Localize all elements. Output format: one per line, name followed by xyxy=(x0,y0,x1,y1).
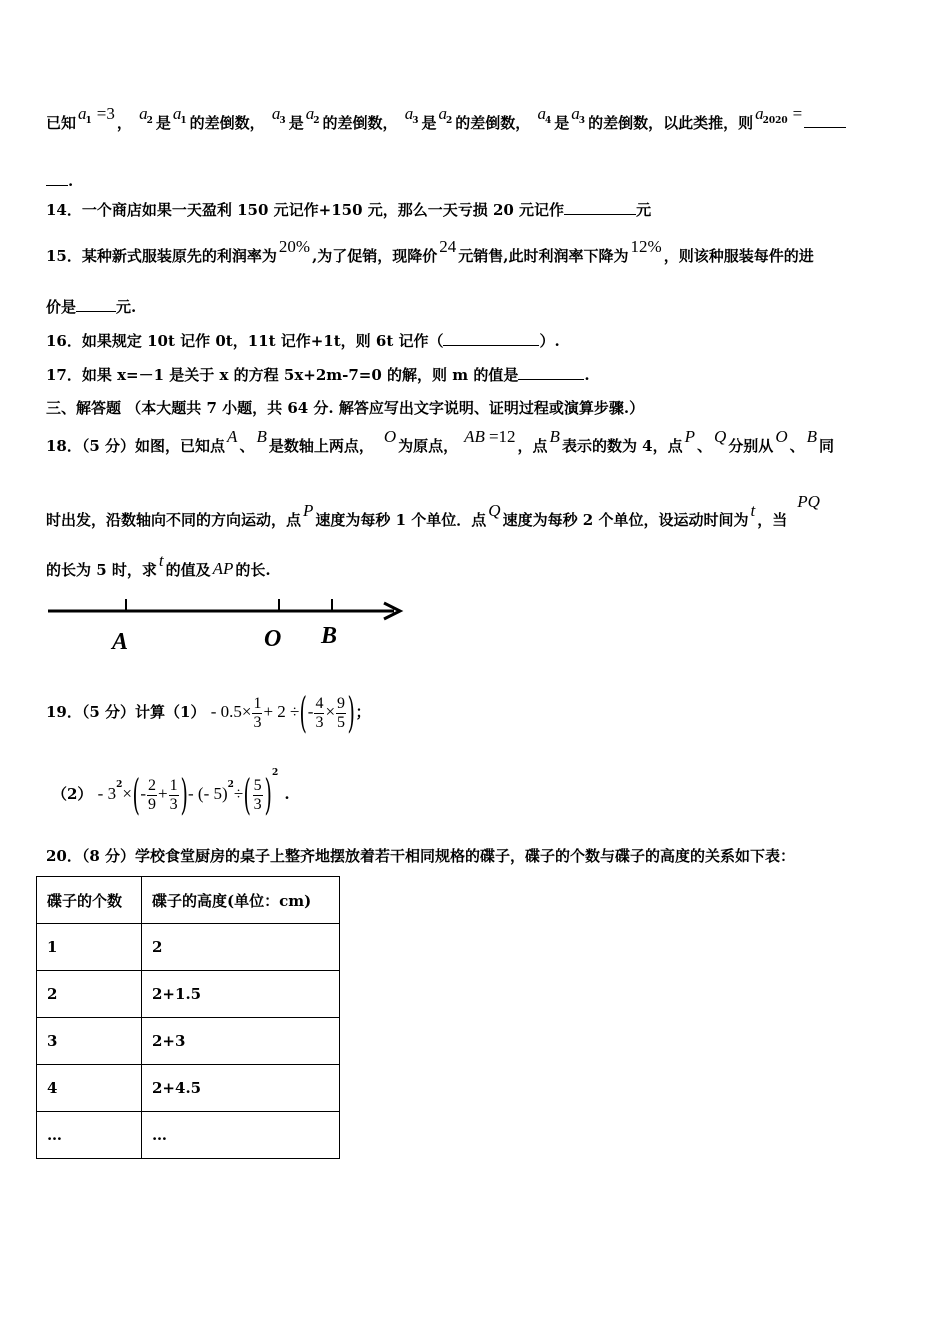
answer-blank[interactable] xyxy=(804,112,846,128)
table-cell: 4 xyxy=(37,1065,142,1112)
left-paren: ( xyxy=(299,688,308,737)
table-row xyxy=(37,1065,340,1112)
table-cell: 2+3 xyxy=(142,1018,340,1065)
table-cell: 1 xyxy=(37,924,142,971)
table-header: 碟子的个数 xyxy=(37,877,142,924)
answer-blank[interactable] xyxy=(46,170,68,186)
question-18-line3: 的长为 5 时，求 t 的值及 AP 的长. xyxy=(46,551,271,579)
answer-blank[interactable] xyxy=(518,364,584,380)
question-14: 14．一个商店如果一天盈利 150 元记作+150 元，那么一天亏损 20 元记作 元 xyxy=(46,201,652,219)
axis-label-b: B xyxy=(321,623,338,649)
question-19-part1: 19．（5 分）计算（1） - 0.5× $\frac{1}{3}$ + 2 ÷(- $\frac{4}{3}$ × $\frac{9}{5}$ )； xyxy=(46,688,371,737)
table-cell: … xyxy=(37,1112,142,1159)
question-17: 17．如果 x=－1 是关于 x 的方程 5x+2m-7=0 的解，则 m 的值是 . xyxy=(46,366,590,384)
table-row xyxy=(37,1112,340,1159)
answer-blank[interactable] xyxy=(76,296,116,312)
table-header-row xyxy=(37,877,340,924)
table-cell: … xyxy=(142,1112,340,1159)
table-cell: 3 xyxy=(37,1018,142,1065)
fraction: $\frac{4}{3}$ xyxy=(315,694,324,731)
right-paren: ) xyxy=(180,770,188,819)
plate-height-table xyxy=(36,876,340,1159)
left-paren: ( xyxy=(132,770,140,819)
table-cell: 2+1.5 xyxy=(142,971,340,1018)
axis-label-o: O xyxy=(264,626,282,652)
table-cell: 2 xyxy=(142,924,340,971)
fraction: $\frac{1}{3}$ xyxy=(253,694,262,731)
table-row xyxy=(37,971,340,1018)
question-15: 15．某种新式服装原先的利润率为 20% ,为了促销，现降价 24 元销售,此时利润率下降为 12% ，则该种服装每件的进 xyxy=(46,237,814,265)
question-16: 16．如果规定 10t 记作 0t，11t 记作+1t，则 6t 记作（ ）. xyxy=(46,332,560,350)
fraction: $\frac{1}{3}$ xyxy=(169,776,178,813)
question-18: 18．（5 分）如图，已知点 A 、 B 是数轴上两点， O 为原点， AB =12 ，点 B 表示的数为 4，点 P 、 Q 分别从 O 、 B 同 xyxy=(46,427,835,455)
question-15-cont: 价是 元. xyxy=(46,298,137,316)
table-cell: 2 xyxy=(37,971,142,1018)
table-row xyxy=(37,924,340,971)
question-18-line2: 时出发，沿数轴向不同的方向运动，点 P 速度为每秒 1 个单位．点 Q 速度为每秒 2 个单位，设运动时间为 t ，当PQ xyxy=(46,492,820,529)
question-20: 20．（8 分）学校食堂厨房的桌子上整齐地摆放着若干相同规格的碟子，碟子的个数与碟子的高度的关系如下表： xyxy=(46,847,796,865)
number-line-figure xyxy=(44,594,408,658)
answer-blank[interactable] xyxy=(564,199,636,215)
right-paren: ) xyxy=(347,688,355,737)
question-19-part2: $(2) - 3^2\times(-$ $\frac{2}{9}$ + $\frac{1}{3}$ )- (- 5)$^2$÷( $\frac{5}{3}$ )$^2$. xyxy=(52,768,290,819)
fraction: $\frac{5}{3}$ xyxy=(253,776,262,813)
axis-label-a: A xyxy=(112,629,129,655)
right-paren: ) xyxy=(264,770,272,819)
fraction: $\frac{2}{9}$ xyxy=(148,776,157,813)
table-row xyxy=(37,1018,340,1065)
answer-blank[interactable] xyxy=(443,330,539,346)
section-heading: 三、解答题 （本大题共 7 小题，共 64 分. 解答应写出文字说明、证明过程或演算步骤.） xyxy=(46,399,645,417)
left-paren: ( xyxy=(243,770,252,819)
fraction: $\frac{9}{5}$ xyxy=(337,694,346,731)
table-header: 碟子的高度(单位：cm) xyxy=(142,877,340,924)
table-cell: 2+4.5 xyxy=(142,1065,340,1112)
question-13: 已知 $a_1 =3$ ， $a_2$ 是 $a_1$ 的差倒数， $a_3$ 是 $a_2$ 的差倒数， $a_3$ 是 $a_2$ 的差倒数， $a_4$ 是 $a_3$ 的差倒数，以此类推，则 $a_{2020}$ = xyxy=(46,112,846,140)
question-13-cont: . xyxy=(46,170,73,191)
